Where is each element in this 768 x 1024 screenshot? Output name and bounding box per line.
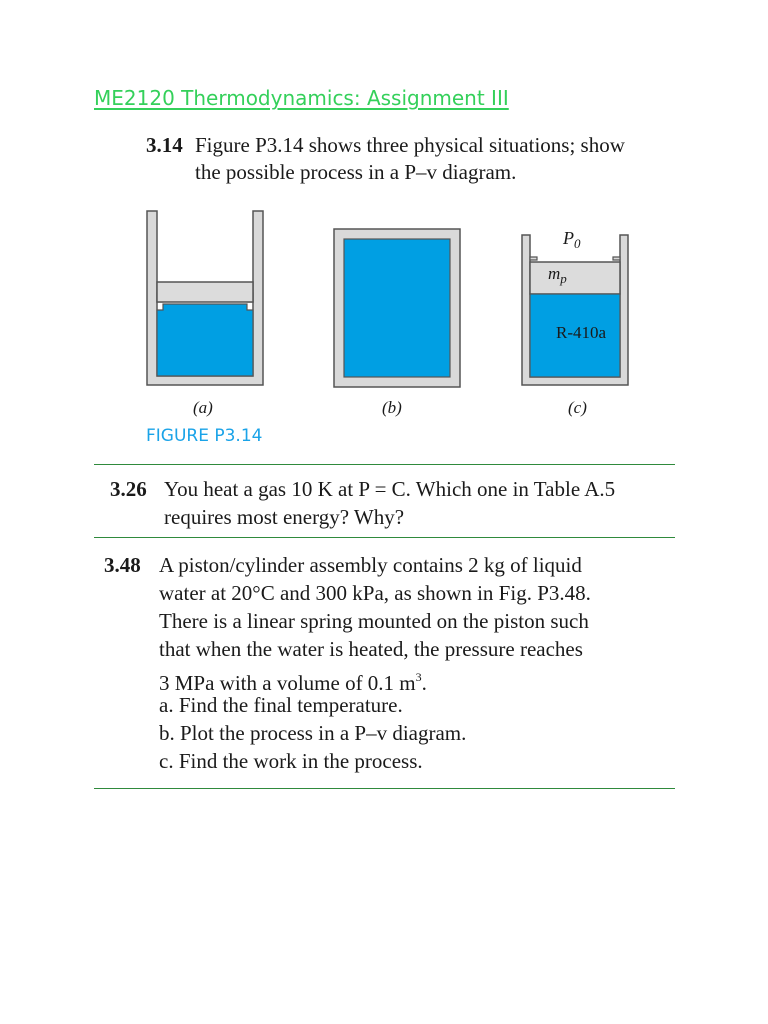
figure-p3-14 — [140, 200, 660, 400]
figure-a-fluid — [157, 304, 253, 376]
figure-a-cylinder — [147, 211, 263, 385]
figure-label-c: (c) — [568, 398, 587, 417]
divider — [94, 788, 675, 789]
problem-subitem-c: c. Find the work in the process. — [159, 749, 423, 773]
problem-text-line: the possible process in a P–v diagram. — [195, 160, 517, 184]
figure-b-tank — [334, 229, 460, 387]
problem-text-line: that when the water is heated, the pressure reaches — [159, 637, 583, 661]
page-title: ME2120 Thermodynamics: Assignment III — [94, 86, 509, 110]
piston-mass-label: $m_p$ — [548, 264, 567, 286]
problem-text-line: You heat a gas 10 K at P = C. Which one in Table A.5 — [164, 477, 616, 501]
substance-label: R-410a — [556, 323, 607, 342]
problem-subitem-a: a. Find the final temperature. — [159, 693, 403, 717]
problem-text-line: water at 20°C and 300 kPa, as shown in Fig. P3.48. — [159, 581, 591, 605]
ambient-pressure-label: $P_0$ — [563, 228, 581, 251]
problem-number: 3.14 — [146, 133, 183, 157]
divider — [94, 537, 675, 538]
figure-b-fluid — [344, 239, 450, 377]
figure-caption: FIGURE P3.14 — [146, 426, 263, 446]
figure-a-piston — [157, 282, 253, 302]
figure-c-piston — [530, 262, 620, 294]
problem-text-line: 3 MPa with a volume of 0.1 $m^3$. — [159, 670, 427, 695]
problem-number: 3.26 — [110, 477, 147, 501]
problem-3-26 — [110, 476, 670, 536]
problem-subitem-b: b. Plot the process in a P–v diagram. — [159, 721, 467, 745]
figure-label-a: (a) — [193, 398, 213, 417]
figure-label-b: (b) — [382, 398, 402, 417]
problem-text-line: There is a linear spring mounted on the piston such — [159, 609, 589, 633]
problem-number: 3.48 — [104, 553, 141, 577]
problem-text-line: Figure P3.14 shows three physical situations; show — [195, 133, 625, 157]
problem-text-line: A piston/cylinder assembly contains 2 kg of liquid — [159, 553, 582, 577]
problem-text-line: requires most energy? Why? — [164, 505, 405, 529]
figure-c-cylinder — [522, 235, 628, 385]
problem-3-14 — [146, 132, 706, 192]
divider — [94, 464, 675, 465]
problem-3-48 — [104, 552, 684, 782]
